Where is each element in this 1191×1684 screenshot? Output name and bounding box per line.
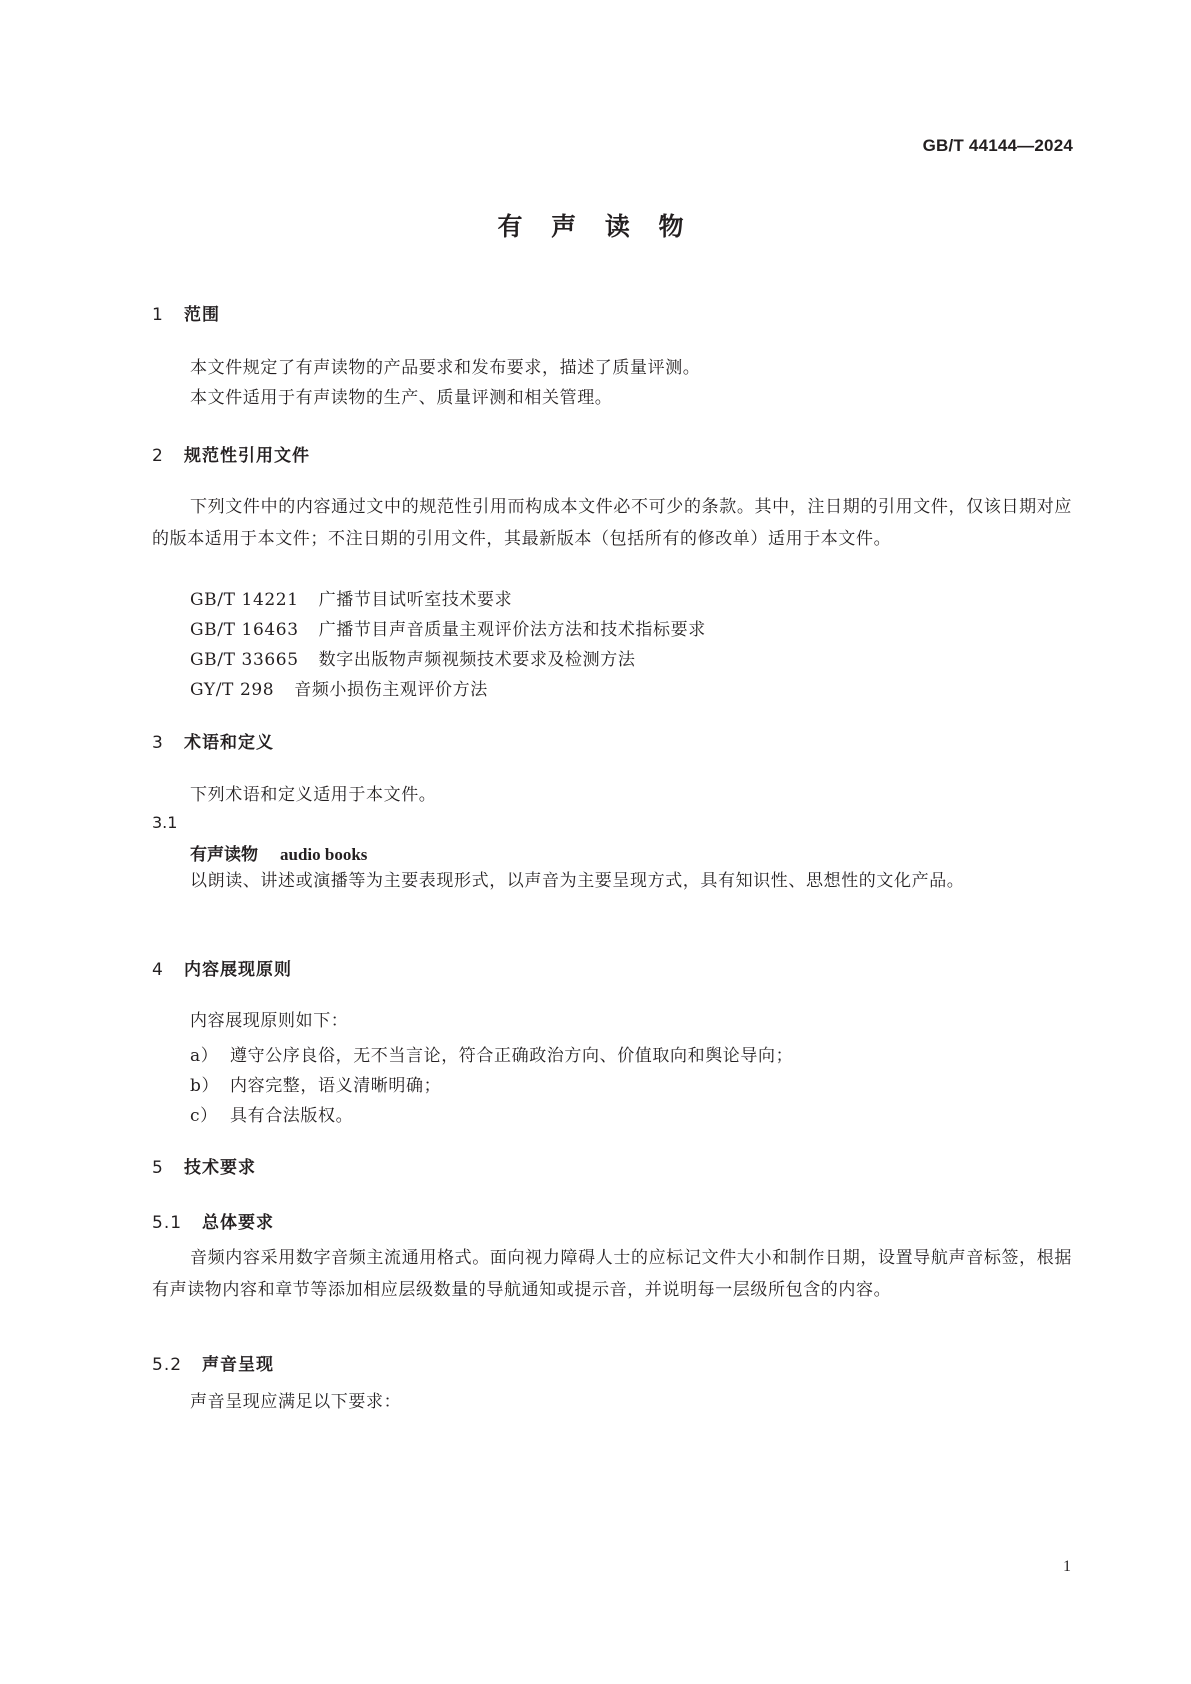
section-1-heading xyxy=(152,300,220,325)
section-number: 4 xyxy=(152,960,164,980)
paragraph: 本文件规定了有声读物的产品要求和发布要求，描述了质量评测。 xyxy=(190,358,701,378)
list-item-text: 具有合法版权。 xyxy=(230,1106,354,1126)
term-chinese: 有声读物 xyxy=(190,845,258,865)
section-title: 内容展现原则 xyxy=(184,960,292,980)
reference-code: GB/T 14221 xyxy=(190,590,299,610)
reference-title: 广播节目试听室技术要求 xyxy=(318,590,513,610)
term-english: audio books xyxy=(280,845,368,864)
section-title: 规范性引用文件 xyxy=(184,446,310,466)
section-5-heading xyxy=(152,1153,256,1178)
section-5-2-heading xyxy=(152,1350,274,1375)
document-title: 有 声 读 物 xyxy=(497,212,694,241)
section-3-heading xyxy=(152,728,274,753)
reference-title: 数字出版物声频视频技术要求及检测方法 xyxy=(318,650,636,670)
page-number: 1 xyxy=(1063,1558,1071,1575)
section-number: 5 xyxy=(152,1158,164,1178)
reference-item xyxy=(190,585,512,610)
section-number: 5.1 xyxy=(152,1213,183,1233)
reference-item xyxy=(190,615,706,640)
paragraph: 下列术语和定义适用于本文件。 xyxy=(190,785,437,805)
list-item-label: b） xyxy=(190,1076,220,1096)
section-4-heading xyxy=(152,955,292,980)
list-item-text: 内容完整，语义清晰明确； xyxy=(230,1076,442,1096)
list-item xyxy=(190,1101,353,1126)
section-number: 1 xyxy=(152,305,164,325)
term-entry xyxy=(190,840,367,865)
paragraph: 下列文件中的内容通过文中的规范性引用而构成本文件必不可少的条款。其中，注日期的引用文件，仅该日期对应的版本适用于本文件；不注日期的引用文件，其最新版本（包括所有的修改单）适用于本文件。 xyxy=(152,497,1072,549)
section-5-1-heading xyxy=(152,1208,274,1233)
reference-code: GY/T 298 xyxy=(190,680,275,700)
list-item-label: a） xyxy=(190,1046,219,1066)
section-title: 声音呈现 xyxy=(202,1355,274,1375)
paragraph: 内容展现原则如下： xyxy=(190,1011,349,1031)
reference-code: GB/T 33665 xyxy=(190,650,299,670)
list-item-label: c） xyxy=(190,1106,218,1126)
list-item-text: 遵守公序良俗，无不当言论，符合正确政治方向、价值取向和舆论导向； xyxy=(230,1046,794,1066)
term-number: 3.1 xyxy=(152,813,178,832)
standard-number: GB/T 44144—2024 xyxy=(922,136,1073,155)
paragraph: 声音呈现应满足以下要求： xyxy=(190,1392,402,1412)
reference-title: 广播节目声音质量主观评价法方法和技术指标要求 xyxy=(318,620,706,640)
paragraph: 本文件适用于有声读物的生产、质量评测和相关管理。 xyxy=(190,388,613,408)
section-number: 2 xyxy=(152,446,164,466)
list-item xyxy=(190,1071,441,1096)
reference-item xyxy=(190,675,488,700)
section-title: 术语和定义 xyxy=(184,733,274,753)
term-definition: 以朗读、讲述或演播等为主要表现形式，以声音为主要呈现方式，具有知识性、思想性的文化产品。 xyxy=(190,871,965,891)
list-item xyxy=(190,1041,793,1066)
reference-title: 音频小损伤主观评价方法 xyxy=(294,680,488,700)
paragraph: 音频内容采用数字音频主流通用格式。面向视力障碍人士的应标记文件大小和制作日期，设置导航声音标签，根据有声读物内容和章节等添加相应层级数量的导航通知或提示音，并说明每一层级所包含的内容。 xyxy=(152,1248,1072,1300)
section-number: 5.2 xyxy=(152,1355,183,1375)
section-title: 总体要求 xyxy=(202,1213,274,1233)
section-number: 3 xyxy=(152,733,164,753)
reference-item xyxy=(190,645,635,670)
section-title: 技术要求 xyxy=(184,1158,256,1178)
reference-code: GB/T 16463 xyxy=(190,620,299,640)
section-2-heading xyxy=(152,441,310,466)
section-title: 范围 xyxy=(184,305,220,325)
